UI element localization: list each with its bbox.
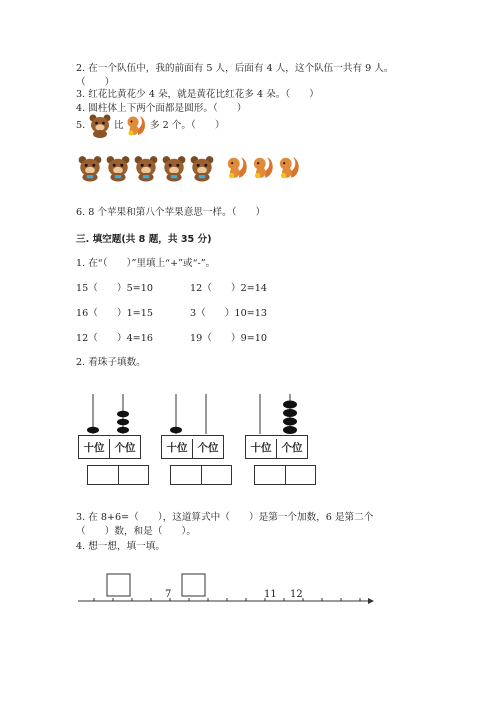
s3-line2: （ ）数，和是（ ）。 bbox=[76, 526, 196, 537]
bead bbox=[117, 427, 129, 434]
bear-icon bbox=[88, 113, 112, 138]
bear-icon bbox=[133, 154, 159, 182]
tens-label: 十位 bbox=[166, 442, 188, 454]
ones-label: 个位 bbox=[276, 439, 307, 458]
section3-title: 三. 填空题(共 8 题，共 35 分) bbox=[76, 234, 212, 245]
q2-answer-paren[interactable]: （ ） bbox=[76, 77, 115, 88]
q5-prefix: 5. bbox=[76, 120, 86, 131]
place-value-labels bbox=[78, 435, 141, 459]
squirrel-icon bbox=[225, 154, 249, 182]
q2-text: 2. 在一个队伍中，我的前面有 5 人，后面有 4 人，这个队伍一共有 9 人。 bbox=[76, 63, 394, 74]
answer-boxes[interactable] bbox=[170, 465, 232, 485]
arrow-right-icon bbox=[368, 598, 374, 604]
s2-title: 2. 看珠子填数。 bbox=[76, 357, 146, 368]
s1-equation[interactable]: 3（ ）10=13 bbox=[190, 308, 267, 319]
number-label: 7 bbox=[165, 589, 172, 600]
number-line bbox=[74, 570, 376, 610]
squirrel-icon bbox=[277, 154, 301, 182]
bear-icon bbox=[77, 154, 103, 182]
tens-label: 十位 bbox=[250, 442, 272, 454]
s1-equation[interactable]: 15（ ）5=10 bbox=[76, 283, 153, 294]
ones-label: 个位 bbox=[192, 439, 223, 458]
q4-text: 4. 圆柱体上下两个面都是圆形。（ ） bbox=[76, 103, 247, 114]
place-value-labels bbox=[161, 435, 224, 459]
s3-line1: 3. 在 8+6=（ ），这道算式中（ ）是第一个加数，6 是第二个 bbox=[76, 512, 374, 523]
answer-boxes[interactable] bbox=[87, 465, 149, 485]
bead bbox=[87, 427, 99, 434]
tens-label: 十位 bbox=[83, 442, 105, 454]
answer-box[interactable] bbox=[182, 574, 205, 596]
ones-label: 个位 bbox=[109, 439, 140, 458]
squirrel-icon bbox=[125, 113, 147, 139]
squirrel-icon bbox=[251, 154, 275, 182]
bead bbox=[117, 419, 129, 426]
s1-equation[interactable]: 12（ ）4=16 bbox=[76, 333, 153, 344]
q6-text: 6. 8 个苹果和第八个苹果意思一样。（ ） bbox=[76, 207, 266, 218]
bead bbox=[170, 427, 182, 434]
answer-box[interactable] bbox=[107, 574, 130, 596]
bead bbox=[117, 411, 129, 418]
bead bbox=[283, 409, 297, 417]
s1-equation[interactable]: 19（ ）9=10 bbox=[190, 333, 267, 344]
s4-title: 4. 想一想，填一填。 bbox=[76, 541, 165, 552]
number-label: 12 bbox=[290, 589, 303, 600]
bead bbox=[283, 426, 297, 434]
s1-title: 1. 在“（ ）”里填上“+”或“-”。 bbox=[76, 258, 216, 269]
bear-icon bbox=[105, 154, 131, 182]
s1-equation[interactable]: 16（ ）1=15 bbox=[76, 308, 153, 319]
bead bbox=[283, 418, 297, 426]
number-label: 11 bbox=[264, 589, 277, 600]
bead bbox=[283, 401, 297, 409]
bear-icon bbox=[189, 154, 215, 182]
q5-mid: 比 bbox=[114, 120, 124, 131]
q3-text: 3. 红花比黄花少 4 朵，就是黄花比红花多 4 朵。（ ） bbox=[76, 89, 319, 100]
bear-icon bbox=[161, 154, 187, 182]
q5-suffix: 多 2 个。（ ） bbox=[150, 120, 225, 131]
s1-equation[interactable]: 12（ ）2=14 bbox=[190, 283, 267, 294]
place-value-labels bbox=[245, 435, 308, 459]
answer-boxes[interactable] bbox=[254, 465, 316, 485]
